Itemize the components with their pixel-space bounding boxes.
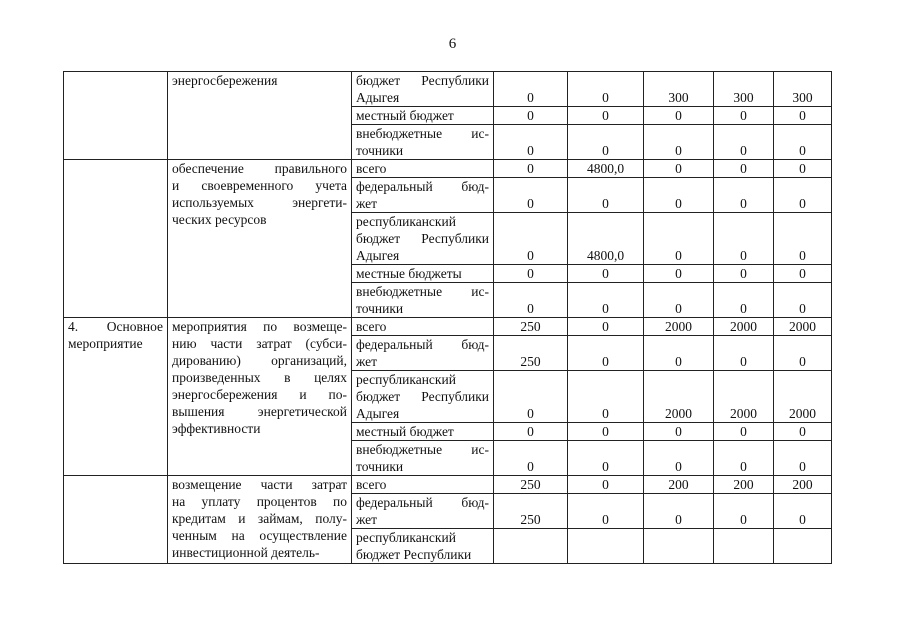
value-cell-year-2: 0 <box>568 476 644 494</box>
value-cell-year-1: 250 <box>494 336 568 371</box>
value-cell-year-5: 300 <box>774 72 832 107</box>
table-row <box>64 160 832 178</box>
value-cell-year-1: 0 <box>494 441 568 476</box>
text-line: жет <box>356 512 378 527</box>
table-body <box>64 72 832 564</box>
funding-source-cell <box>352 441 494 476</box>
text-line: жет <box>356 196 378 211</box>
value-cell-year-5: 0 <box>774 441 832 476</box>
value-cell-year-2: 0 <box>568 336 644 371</box>
value-cell-year-4: 0 <box>714 283 774 318</box>
value-cell-year-4: 200 <box>714 476 774 494</box>
value-cell-year-2: 0 <box>568 371 644 423</box>
funding-source-cell <box>352 336 494 371</box>
value-cell-year-3: 0 <box>644 423 714 441</box>
value-cell-year-5: 0 <box>774 265 832 283</box>
text-line: точники <box>356 459 404 474</box>
value-cell-year-2 <box>568 529 644 564</box>
value-cell-year-3: 2000 <box>644 318 714 336</box>
funding-source-cell <box>352 318 494 336</box>
value-cell-year-1: 0 <box>494 213 568 265</box>
text-line: бюджет Республики <box>356 547 472 562</box>
value-cell-year-5 <box>774 529 832 564</box>
value-cell-year-1: 0 <box>494 107 568 125</box>
text-line: возмещение части затрат <box>172 477 347 492</box>
funding-source-cell <box>352 178 494 213</box>
funding-source-cell <box>352 160 494 178</box>
activity-name-cell <box>168 318 352 476</box>
activity-number-cell <box>64 72 168 160</box>
text-line: нию части затрат (субси- <box>172 336 347 351</box>
value-cell-year-1: 250 <box>494 476 568 494</box>
text-line: Адыгея <box>356 248 400 263</box>
text-line: бюджет Республики <box>356 231 489 246</box>
text-line: энергосбережения <box>172 73 278 88</box>
text-line: мероприятие <box>68 336 143 351</box>
value-cell-year-5: 0 <box>774 160 832 178</box>
value-cell-year-5: 0 <box>774 213 832 265</box>
page-number: 6 <box>448 36 457 52</box>
value-cell-year-2: 0 <box>568 125 644 160</box>
value-cell-year-3: 0 <box>644 213 714 265</box>
value-cell-year-5: 0 <box>774 494 832 529</box>
value-cell-year-5: 0 <box>774 125 832 160</box>
text-line: всего <box>356 319 387 334</box>
value-cell-year-3: 0 <box>644 265 714 283</box>
text-line: федеральный бюд- <box>356 179 489 194</box>
value-cell-year-4: 0 <box>714 160 774 178</box>
text-line: бюджет Республики <box>356 389 489 404</box>
text-line: ческих ресурсов <box>172 212 267 227</box>
text-line: дированию) организаций, <box>172 353 347 368</box>
funding-source-cell <box>352 213 494 265</box>
text-line: всего <box>356 161 387 176</box>
value-cell-year-1: 0 <box>494 371 568 423</box>
text-line: внебюджетные ис- <box>356 442 489 457</box>
value-cell-year-4: 0 <box>714 125 774 160</box>
value-cell-year-5: 0 <box>774 107 832 125</box>
text-line: кредитам и займам, полу- <box>172 511 347 526</box>
text-line: и своевременного учета <box>172 178 347 193</box>
text-line: местный бюджет <box>356 108 454 123</box>
activity-number-cell <box>64 160 168 318</box>
value-cell-year-4: 0 <box>714 441 774 476</box>
value-cell-year-1: 250 <box>494 494 568 529</box>
text-line: используемых энергети- <box>172 195 347 210</box>
text-line: мероприятия по возмеще- <box>172 319 347 334</box>
activity-name-cell <box>168 160 352 318</box>
text-line: Адыгея <box>356 90 400 105</box>
text-line: жет <box>356 354 378 369</box>
text-line: эффективности <box>172 421 261 436</box>
text-line: инвестиционной деятель- <box>172 545 320 560</box>
value-cell-year-2: 0 <box>568 318 644 336</box>
value-cell-year-5: 0 <box>774 423 832 441</box>
text-line: республиканский <box>356 530 456 545</box>
value-cell-year-3: 0 <box>644 494 714 529</box>
value-cell-year-5: 0 <box>774 178 832 213</box>
text-line: всего <box>356 477 387 492</box>
value-cell-year-3: 0 <box>644 336 714 371</box>
value-cell-year-3: 0 <box>644 160 714 178</box>
value-cell-year-4 <box>714 529 774 564</box>
value-cell-year-1: 0 <box>494 265 568 283</box>
value-cell-year-1 <box>494 529 568 564</box>
table-row <box>64 476 832 494</box>
value-cell-year-5: 200 <box>774 476 832 494</box>
value-cell-year-3: 0 <box>644 107 714 125</box>
value-cell-year-1: 0 <box>494 283 568 318</box>
value-cell-year-2: 4800,0 <box>568 213 644 265</box>
funding-source-cell <box>352 494 494 529</box>
value-cell-year-3: 300 <box>644 72 714 107</box>
text-line: республиканский <box>356 214 456 229</box>
value-cell-year-2: 0 <box>568 423 644 441</box>
value-cell-year-3: 0 <box>644 125 714 160</box>
text-line: 4. Основное <box>68 319 163 334</box>
value-cell-year-1: 0 <box>494 423 568 441</box>
value-cell-year-1: 0 <box>494 125 568 160</box>
value-cell-year-1: 0 <box>494 178 568 213</box>
value-cell-year-2: 0 <box>568 72 644 107</box>
value-cell-year-1: 0 <box>494 72 568 107</box>
activity-name-cell <box>168 476 352 564</box>
value-cell-year-3: 0 <box>644 178 714 213</box>
funding-source-cell <box>352 529 494 564</box>
text-line: точники <box>356 301 404 316</box>
value-cell-year-4: 0 <box>714 107 774 125</box>
funding-source-cell <box>352 476 494 494</box>
value-cell-year-4: 2000 <box>714 371 774 423</box>
value-cell-year-3: 200 <box>644 476 714 494</box>
value-cell-year-2: 0 <box>568 441 644 476</box>
value-cell-year-4: 0 <box>714 336 774 371</box>
value-cell-year-2: 0 <box>568 265 644 283</box>
text-line: федеральный бюд- <box>356 337 489 352</box>
funding-source-cell <box>352 265 494 283</box>
value-cell-year-4: 0 <box>714 494 774 529</box>
value-cell-year-2: 0 <box>568 494 644 529</box>
funding-source-cell <box>352 371 494 423</box>
value-cell-year-5: 2000 <box>774 371 832 423</box>
value-cell-year-4: 0 <box>714 213 774 265</box>
value-cell-year-3: 2000 <box>644 371 714 423</box>
activity-number-cell <box>64 476 168 564</box>
value-cell-year-2: 0 <box>568 178 644 213</box>
value-cell-year-4: 0 <box>714 423 774 441</box>
text-line: местные бюджеты <box>356 266 462 281</box>
text-line: точники <box>356 143 404 158</box>
value-cell-year-4: 0 <box>714 178 774 213</box>
value-cell-year-3: 0 <box>644 441 714 476</box>
text-line: произведенных в целях <box>172 370 347 385</box>
text-line: бюджет Республики <box>356 73 489 88</box>
table-row <box>64 72 832 107</box>
activity-number-cell <box>64 318 168 476</box>
value-cell-year-2: 0 <box>568 107 644 125</box>
text-line: вышения энергетической <box>172 404 347 419</box>
funding-source-cell <box>352 72 494 107</box>
text-line: Адыгея <box>356 406 400 421</box>
budget-table <box>63 71 832 564</box>
text-line: на уплату процентов по <box>172 494 347 509</box>
text-line: обеспечение правильного <box>172 161 347 176</box>
table-row <box>64 318 832 336</box>
activity-name-cell <box>168 72 352 160</box>
text-line: энергосбережения и по- <box>172 387 347 402</box>
text-line: внебюджетные ис- <box>356 284 489 299</box>
value-cell-year-5: 0 <box>774 283 832 318</box>
value-cell-year-5: 0 <box>774 336 832 371</box>
value-cell-year-2: 4800,0 <box>568 160 644 178</box>
value-cell-year-1: 250 <box>494 318 568 336</box>
text-line: республиканский <box>356 372 456 387</box>
text-line: внебюджетные ис- <box>356 126 489 141</box>
value-cell-year-4: 2000 <box>714 318 774 336</box>
value-cell-year-3: 0 <box>644 283 714 318</box>
text-line: местный бюджет <box>356 424 454 439</box>
text-line: ченным на осуществление <box>172 528 347 543</box>
value-cell-year-2: 0 <box>568 283 644 318</box>
value-cell-year-3 <box>644 529 714 564</box>
funding-source-cell <box>352 125 494 160</box>
value-cell-year-4: 300 <box>714 72 774 107</box>
funding-source-cell <box>352 283 494 318</box>
value-cell-year-4: 0 <box>714 265 774 283</box>
value-cell-year-1: 0 <box>494 160 568 178</box>
funding-source-cell <box>352 107 494 125</box>
funding-source-cell <box>352 423 494 441</box>
text-line: федеральный бюд- <box>356 495 489 510</box>
value-cell-year-5: 2000 <box>774 318 832 336</box>
